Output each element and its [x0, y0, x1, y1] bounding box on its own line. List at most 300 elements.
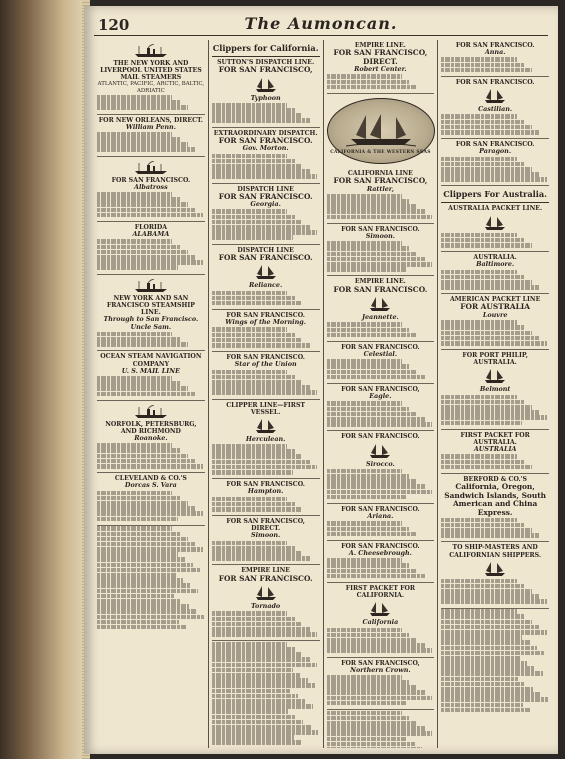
- ad-body-text: [97, 443, 205, 468]
- ad-body-text: [441, 157, 549, 182]
- advertisement: [441, 474, 549, 543]
- ad-body-text: [441, 395, 549, 426]
- ad-body-text: [212, 370, 320, 395]
- ship-name: Belmont: [479, 385, 511, 394]
- text-line: [212, 375, 295, 380]
- text-line: [441, 68, 532, 73]
- clipper-ship-woodcut-icon: [368, 443, 392, 459]
- text-line: [441, 325, 524, 330]
- text-line: [441, 620, 532, 625]
- text-line: [327, 690, 425, 695]
- text-line: [97, 250, 188, 255]
- text-line: [212, 390, 318, 395]
- ship-name: Sirocco.: [365, 459, 395, 468]
- text-line: [97, 615, 204, 620]
- text-line: [212, 108, 295, 113]
- ship-name: Roanoke.: [134, 433, 168, 442]
- text-line: [441, 677, 518, 682]
- text-line: [97, 526, 172, 531]
- ad-body-text: [97, 376, 205, 396]
- text-line: [441, 528, 532, 533]
- text-line: [327, 328, 410, 333]
- text-line: [97, 260, 203, 265]
- ship-name: Tornado: [251, 602, 281, 611]
- advertisement: [97, 351, 205, 400]
- text-line: [97, 578, 183, 583]
- page-header: [94, 14, 548, 36]
- ship-name: Paragon.: [479, 147, 512, 156]
- ad-title: EMPIRE LINE: [241, 567, 290, 575]
- advertisement: [212, 245, 320, 310]
- ad-title: DISPATCH LINE: [237, 246, 294, 254]
- text-line: [327, 648, 433, 653]
- text-line: [327, 80, 410, 85]
- text-line: [441, 400, 524, 405]
- ship-name: Star of the Union: [234, 360, 297, 369]
- ad-body-text: [441, 579, 549, 604]
- text-line: [441, 708, 530, 713]
- ad-title: DISPATCH LINE: [237, 185, 294, 193]
- text-line: [327, 737, 408, 742]
- text-line: [327, 246, 410, 251]
- ad-body-text: [212, 497, 320, 512]
- text-line: [327, 252, 418, 257]
- text-line: [97, 454, 188, 459]
- text-line: [212, 642, 287, 647]
- clipper-ship-woodcut-icon: [483, 561, 507, 577]
- ad-body-text: [441, 233, 549, 248]
- ad-body-text: [212, 154, 320, 179]
- text-line: [441, 243, 532, 248]
- advertisement: [212, 184, 320, 245]
- advertisement: [97, 275, 205, 352]
- text-line: [441, 630, 547, 635]
- clipper-ship-woodcut-icon: [483, 215, 507, 231]
- steamship-woodcut-icon: [133, 405, 169, 419]
- ad-destination: FOR SAN FRANCISCO.: [333, 284, 428, 294]
- text-line: [327, 685, 418, 690]
- text-line: [97, 491, 172, 496]
- ad-columns: [94, 40, 552, 748]
- text-line: [97, 337, 180, 342]
- ship-name: Jeannette.: [361, 313, 399, 322]
- text-line: [441, 415, 547, 420]
- text-line: [212, 370, 287, 375]
- text-line: [212, 327, 287, 332]
- text-line: [212, 668, 293, 673]
- clipper-ship-woodcut-icon: [254, 585, 278, 601]
- advertisement: [97, 40, 205, 115]
- text-line: [327, 742, 415, 747]
- ad-body-text: [327, 711, 435, 748]
- text-line: [212, 657, 310, 662]
- text-line: [212, 704, 313, 709]
- ship-name: Simoon.: [251, 531, 281, 540]
- text-line: [97, 202, 188, 207]
- ad-body-text: [97, 132, 205, 152]
- advertisement: [441, 294, 549, 350]
- text-line: [97, 443, 172, 448]
- text-line: [212, 617, 295, 622]
- clipper-ship-woodcut-icon: [254, 77, 278, 93]
- text-line: [97, 459, 195, 464]
- text-line: [327, 257, 425, 262]
- clipper-ship-woodcut-icon: [483, 368, 507, 384]
- text-line: [212, 154, 287, 159]
- text-line: [327, 262, 433, 267]
- ship-name: Typhoon: [250, 93, 281, 102]
- ship-name: Albatross: [133, 182, 168, 191]
- text-line: [441, 167, 532, 172]
- text-line: [212, 333, 295, 338]
- text-line: [441, 270, 516, 275]
- text-line: [212, 296, 295, 301]
- text-line: [327, 680, 410, 685]
- ad-body-text: [212, 291, 320, 306]
- text-line: [327, 643, 425, 648]
- text-line: [441, 640, 529, 645]
- text-line: [97, 132, 172, 137]
- ship-name: AUSTRALIA: [473, 445, 517, 454]
- text-line: [212, 730, 319, 735]
- ad-title: AUSTRALIA.: [473, 254, 517, 262]
- text-line: [97, 265, 178, 270]
- text-line: [97, 625, 186, 630]
- text-line: [327, 563, 410, 568]
- ship-name: Baltimore.: [476, 260, 515, 269]
- ad-body-text: [212, 103, 320, 123]
- advertisement: [327, 504, 435, 541]
- text-line: [212, 689, 291, 694]
- ad-destination: FOR SAN FRANCISCO.: [218, 252, 313, 262]
- text-line: [212, 622, 303, 627]
- text-line: [327, 209, 425, 214]
- text-line: [327, 204, 418, 209]
- advertisement: [441, 77, 549, 139]
- text-line: [327, 569, 418, 574]
- text-line: [212, 118, 310, 123]
- advertisement: [327, 541, 435, 583]
- ad-body-text: [97, 192, 205, 217]
- text-line: [212, 220, 303, 225]
- text-line: [97, 192, 172, 197]
- text-line: [441, 518, 516, 523]
- advertisement: [441, 350, 549, 430]
- text-line: [97, 147, 195, 152]
- text-line: [212, 715, 296, 720]
- text-line: [97, 255, 195, 260]
- ship-name: A. Cheesebrough.: [348, 549, 412, 557]
- text-line: [441, 579, 516, 584]
- ad-body-text: [327, 322, 435, 337]
- text-line: [212, 709, 289, 714]
- ad-body-text: [327, 359, 435, 379]
- text-line: [327, 422, 433, 427]
- text-line: [441, 609, 516, 614]
- text-line: [97, 537, 188, 542]
- text-line: [327, 696, 433, 701]
- text-line: [97, 245, 180, 250]
- text-line: [441, 584, 524, 589]
- text-line: [212, 683, 315, 688]
- text-line: [327, 721, 418, 726]
- text-line: [97, 332, 172, 337]
- text-line: [212, 541, 287, 546]
- text-line: [97, 583, 191, 588]
- text-line: [441, 238, 524, 243]
- ad-body-text: [97, 332, 205, 347]
- text-line: [212, 699, 306, 704]
- text-line: [97, 511, 203, 516]
- text-line: [441, 465, 532, 470]
- clipper-ship-woodcut-icon: [368, 601, 392, 617]
- text-line: [212, 169, 310, 174]
- ad-body-text: [97, 95, 205, 110]
- steamship-woodcut-icon: [133, 44, 169, 58]
- text-line: [441, 625, 539, 630]
- clipper-ship-woodcut-icon: [483, 88, 507, 104]
- text-line: [212, 694, 298, 699]
- text-line: [212, 740, 301, 745]
- text-line: [441, 114, 516, 119]
- text-line: [327, 726, 425, 731]
- ship-name: William Penn.: [125, 122, 176, 131]
- ad-title: FIRST PACKET FOR AUSTRALIA.: [460, 431, 530, 446]
- text-line: [441, 336, 539, 341]
- text-line: [212, 507, 303, 512]
- ad-destination: FOR SAN FRANCISCO,: [333, 176, 428, 186]
- text-line: [212, 174, 318, 179]
- text-line: [97, 137, 180, 142]
- advertisement: [97, 115, 205, 157]
- advertisement: [327, 224, 435, 277]
- text-line: [212, 627, 310, 632]
- ad-title: TO SHIP-MASTERS AND CALIFORNIAN SHIPPERS.: [449, 544, 542, 559]
- text-line: [441, 589, 532, 594]
- text-line: [441, 614, 524, 619]
- text-line: [441, 661, 527, 666]
- text-line: [441, 651, 544, 656]
- ship-name: Castilian.: [478, 105, 513, 114]
- text-line: [212, 735, 294, 740]
- text-line: [97, 386, 188, 391]
- text-line: [97, 342, 188, 347]
- ad-title: FOR PORT PHILIP, AUSTRALIA.: [462, 352, 528, 367]
- text-line: [441, 275, 524, 280]
- text-line: [327, 675, 402, 680]
- ad-body-text: [327, 194, 435, 219]
- text-line: [97, 552, 178, 557]
- text-line: [327, 199, 410, 204]
- text-line: [327, 469, 402, 474]
- ad-destination: FOR SAN FRANCISCO,: [218, 65, 313, 75]
- ad-title: FLORIDA: [134, 224, 168, 231]
- text-line: [212, 113, 303, 118]
- text-line: [327, 747, 423, 748]
- text-line: [97, 381, 180, 386]
- text-line: [97, 448, 180, 453]
- text-line: [212, 380, 303, 385]
- advertisement: [327, 384, 435, 431]
- text-line: [212, 301, 303, 306]
- text-line: [327, 633, 410, 638]
- text-line: [441, 697, 548, 702]
- text-line: [441, 177, 547, 182]
- advertisement: [441, 252, 549, 294]
- ad-title: FOR SAN FRANCISCO,: [341, 386, 420, 394]
- ad-title: SUTTON'S DISPATCH LINE.: [217, 59, 315, 66]
- text-line: [97, 620, 179, 625]
- advertisement: [212, 479, 320, 516]
- text-line: [441, 57, 516, 62]
- text-line: [327, 701, 408, 706]
- advertisement: [212, 310, 320, 352]
- text-line: [212, 551, 303, 556]
- text-line: [441, 460, 524, 465]
- text-line: [441, 63, 524, 68]
- text-line: [327, 490, 433, 495]
- text-line: [441, 523, 524, 528]
- ship-name: Ariana.: [367, 512, 394, 521]
- ad-title: AMERICAN PACKET LINE: [449, 296, 541, 304]
- ad-title: CLIPPER LINE—FIRST VESSEL.: [226, 401, 306, 416]
- text-line: [441, 331, 532, 336]
- ad-body-text: [212, 541, 320, 561]
- ship-name: ALABAMA: [132, 230, 170, 239]
- text-line: [97, 594, 174, 599]
- ship-name: Louvre: [482, 310, 508, 319]
- ship-name: Reliance.: [249, 281, 283, 290]
- text-line: [441, 421, 522, 426]
- text-line: [212, 460, 310, 465]
- ship-name: Simoon.: [365, 231, 395, 240]
- ad-destination: California, Oregon, Sandwich Islands, South American and China Express.: [444, 482, 547, 517]
- text-line: [441, 687, 533, 692]
- text-line: [97, 557, 185, 562]
- ad-body-text: [212, 611, 320, 636]
- text-line: [212, 663, 318, 668]
- text-line: [97, 542, 195, 547]
- text-line: [327, 521, 402, 526]
- text-line: [441, 320, 516, 325]
- text-line: [97, 208, 195, 213]
- text-line: [441, 172, 539, 177]
- ad-destination: FOR SAN FRANCISCO.: [218, 135, 313, 145]
- text-line: [327, 716, 410, 721]
- ad-title: NEW YORK AND SAN FRANCISCO STEAMSHIP LINE.: [106, 294, 195, 316]
- ship-name: Wings of the Morning.: [225, 318, 306, 327]
- ad-title: FOR SAN FRANCISCO.: [341, 225, 420, 233]
- text-line: [97, 95, 172, 100]
- advertisement: [212, 400, 320, 480]
- text-line: [327, 628, 402, 633]
- text-line: [441, 454, 516, 459]
- advertisement: [327, 658, 435, 711]
- advertisement: [327, 342, 435, 384]
- text-line: [212, 385, 310, 390]
- text-line: [212, 725, 311, 730]
- ad-title: FOR SAN FRANCISCO.: [226, 354, 305, 362]
- advertisement: [327, 276, 435, 341]
- text-line: [97, 589, 198, 594]
- ad-title: FOR SAN FRANCISCO.: [341, 433, 420, 441]
- text-line: [97, 573, 176, 578]
- ad-body-text: [212, 642, 320, 745]
- advertisement: [441, 40, 549, 77]
- text-line: [97, 213, 203, 218]
- advertisement: [327, 168, 435, 224]
- text-line: [327, 574, 425, 579]
- advertisement: [441, 542, 549, 608]
- advertisement: [212, 565, 320, 641]
- text-line: [212, 497, 287, 502]
- text-line: [327, 194, 402, 199]
- ship-name: Robert Center.: [354, 65, 407, 74]
- text-line: [441, 130, 539, 135]
- text-line: [441, 341, 547, 346]
- text-line: [212, 465, 318, 470]
- column-4: [438, 40, 552, 748]
- text-line: [212, 449, 295, 454]
- text-line: [441, 656, 520, 661]
- text-line: [327, 417, 425, 422]
- ship-name: Anna.: [484, 48, 506, 57]
- ad-destination: FOR AUSTRALIA: [460, 302, 530, 312]
- text-line: [212, 444, 287, 449]
- advertisement: [97, 473, 205, 526]
- text-line: [97, 501, 188, 506]
- seal-caption: CALIFORNIA & THE WESTERN SEAS: [330, 150, 431, 155]
- text-line: [97, 376, 172, 381]
- clipper-ship-engraving-icon: [346, 113, 416, 149]
- text-line: [327, 731, 433, 736]
- text-line: [97, 532, 180, 537]
- text-line: [212, 209, 287, 214]
- ad-body-text: [212, 444, 320, 475]
- ad-title: THE NEW YORK AND LIVERPOOL UNITED STATES MAIL STEAMERS: [100, 60, 202, 82]
- text-line: [441, 395, 516, 400]
- text-line: [441, 635, 522, 640]
- ad-title: FOR NEW ORLEANS, DIRECT.: [98, 116, 203, 124]
- ad-title: FOR SAN FRANCISCO.: [111, 176, 191, 184]
- advertisement: [441, 139, 549, 186]
- ad-title: AUSTRALIA PACKET LINE.: [448, 205, 543, 213]
- newspaper-page: [84, 6, 558, 754]
- text-line: [212, 502, 295, 507]
- advertisement: [441, 430, 549, 474]
- ad-title: OCEAN STEAM NAVIGATION COMPANY: [100, 353, 202, 368]
- text-line: [327, 370, 418, 375]
- text-line: [441, 533, 539, 538]
- text-line: [212, 159, 295, 164]
- text-line: [212, 611, 287, 616]
- text-line: [327, 558, 402, 563]
- text-line: [212, 652, 303, 657]
- advertisement: [327, 431, 435, 504]
- text-line: [441, 646, 537, 651]
- text-line: [212, 470, 293, 475]
- ad-title: FOR SAN FRANCISCO.: [226, 312, 305, 320]
- advertisement: [327, 40, 435, 94]
- ship-name: Herculean.: [245, 434, 286, 443]
- section-heading: Clippers For Australia.: [441, 186, 549, 203]
- masthead: The Aumoncan.: [244, 14, 398, 33]
- text-line: [441, 157, 516, 162]
- page-number: 120: [98, 16, 130, 34]
- text-line: [212, 546, 295, 551]
- text-line: [212, 164, 303, 169]
- text-line: [97, 517, 178, 522]
